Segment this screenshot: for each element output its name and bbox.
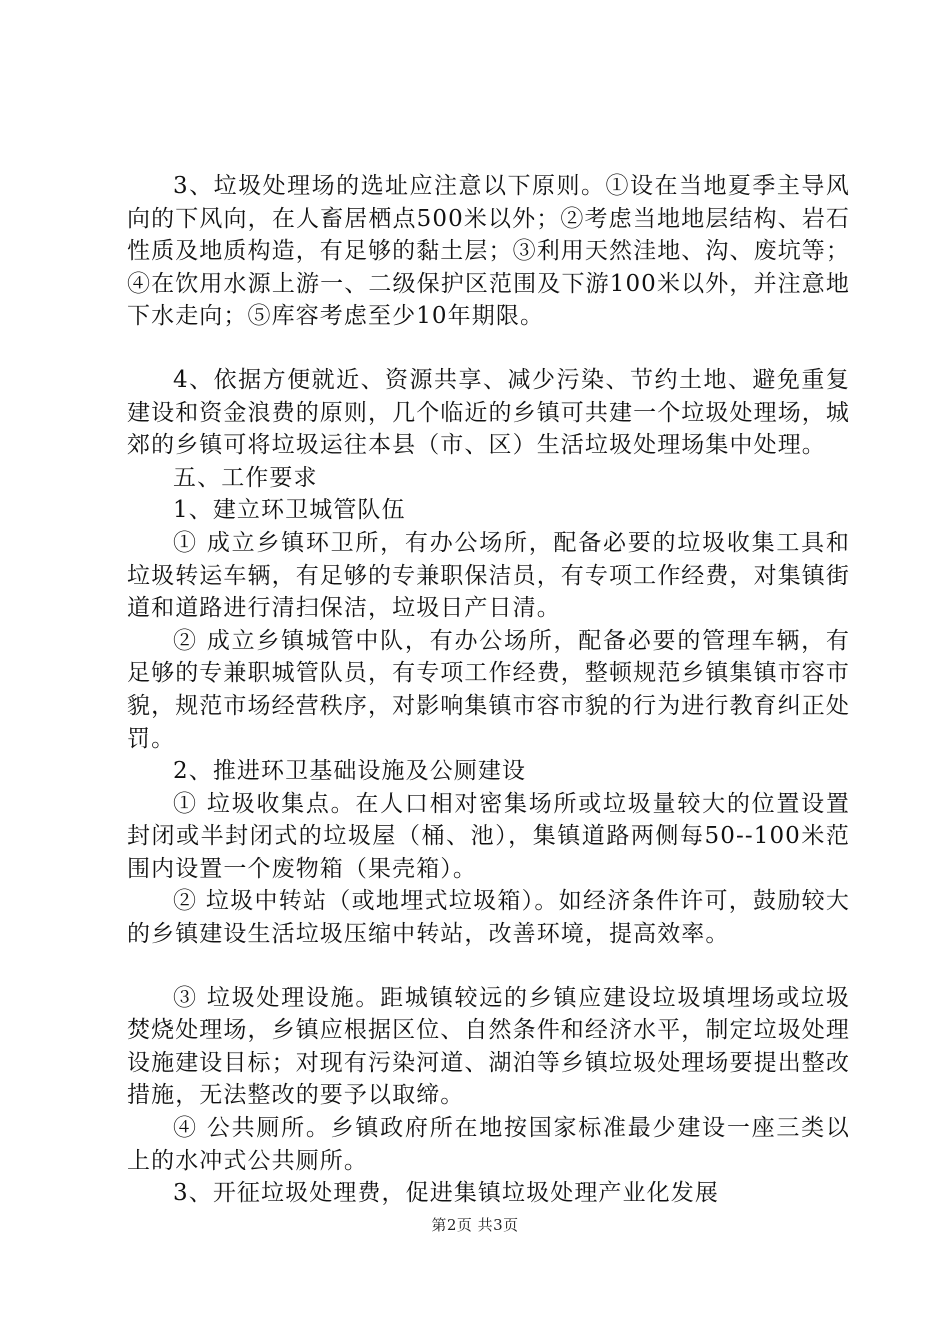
- page-footer: 第2页 共3页: [431, 1216, 519, 1234]
- subheading-treatment-fee: 3、开征垃圾处理费，促进集镇垃圾处理产业化发展: [173, 1180, 719, 1207]
- document-body: [127, 170, 850, 1210]
- section-heading-work-requirements: 五、工作要求: [173, 464, 318, 491]
- paragraph-public-toilets: ④ 公共厕所。乡镇政府所在地按国家标准最少建设一座三类以上的水冲式公共厕所。: [127, 1115, 850, 1174]
- paragraph-sanitation-office: ① 成立乡镇环卫所，有办公场所，配备必要的垃圾收集工具和垃圾转运车辆，有足够的专兼职保洁员，有专项工作经费，对集镇街道和道路进行清扫保洁，垃圾日产日清。: [127, 529, 850, 622]
- subheading-sanitation-team: 1、建立环卫城管队伍: [173, 497, 406, 524]
- paragraph-urban-management: ② 成立乡镇城管中队，有办公场所，配备必要的管理车辆，有足够的专兼职城管队员，有专项工作经费，整顿规范乡镇集镇市容市貌，规范市场经营秩序，对影响集镇市容市貌的行为进行教育纠正处罚。: [127, 627, 850, 752]
- paragraph-shared-treatment: 4、依据方便就近、资源共享、减少污染、节约土地、避免重复建设和资金浪费的原则，几个临近的乡镇可共建一个垃圾处理场，城郊的乡镇可将垃圾运往本县（市、区）生活垃圾处理场集中处理。: [127, 366, 850, 459]
- paragraph-transfer-station: ② 垃圾中转站（或地埋式垃圾箱）。如经济条件许可，鼓励较大的乡镇建设生活垃圾压缩中转站，改善环境，提高效率。: [127, 888, 850, 948]
- paragraph-site-selection: 3、垃圾处理场的选址应注意以下原则。①设在当地夏季主导风向的下风向，在人畜居栖点500米以外；②考虑当地地层结构、岩石性质及地质构造，有足够的黏土层；③利用天然洼地、沟、废坑等；④在饮用水源上游一、二级保护区范围及下游100米以外，并注意地下水走向；⑤库容考虑至少10年期限。: [127, 173, 850, 330]
- paragraph-collection-points: ① 垃圾收集点。在人口相对密集场所或垃圾量较大的位置设置封闭或半封闭式的垃圾屋（桶、池），集镇道路两侧每50--100米范围内设置一个废物箱（果壳箱）。: [127, 790, 850, 882]
- paragraph-treatment-facilities: ③ 垃圾处理设施。距城镇较远的乡镇应建设垃圾填埋场或垃圾焚烧处理场，乡镇应根据区位、自然条件和经济水平，制定垃圾处理设施建设目标；对现有污染河道、湖泊等乡镇垃圾处理场要提出整改措施，无法整改的要予以取缔。: [127, 984, 850, 1109]
- subheading-infrastructure: 2、推进环卫基础设施及公厕建设: [173, 758, 527, 785]
